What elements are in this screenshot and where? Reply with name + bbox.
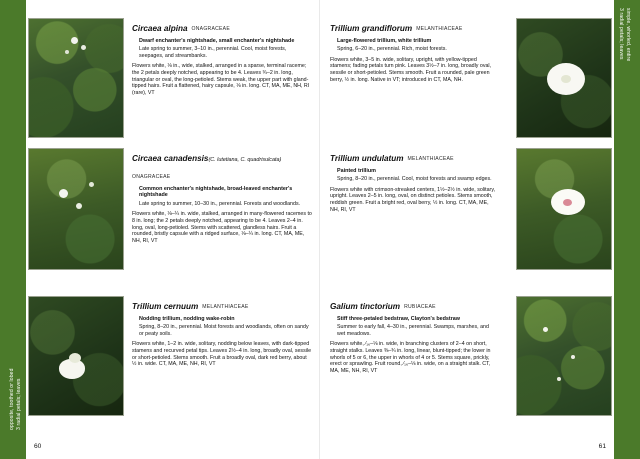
right-edge-tab	[614, 0, 640, 459]
bloom-and-habitat: Late spring to summer, 10–30 in., perennial. Forests and woodlands.	[139, 200, 301, 207]
description: Flowers white, ⁄₁₆–⅛ in. wide, in branching clusters of 2–4 on short, straight stalks. Leaves ⅜–¾ in. long, linear, blunt-tipped; the lower in whorls of 5 or 6, the upper in whorls of 4 or 5. Stems square, prickly, erect or sprawling. Fruit round, ⁄₁₆–⅛ in. wide, on a straight stalk. CT, MA, ME, NH, RI, VT	[330, 341, 491, 375]
bloom-and-habitat: Spring, 6–20 in., perennial. Rich, moist forests.	[337, 46, 447, 53]
scientific-name: Trillium cernuum	[132, 302, 199, 311]
bloom-and-habitat: Spring, 8–20 in., perennial. Cool, moist forests and swamp edges.	[337, 176, 492, 183]
right-page	[320, 0, 640, 459]
scientific-name: Trillium undulatum	[330, 154, 404, 163]
common-name: Large-flowered trillium, white trillium	[337, 37, 432, 44]
entry-header-trillium-grandiflorum	[330, 18, 496, 84]
bloom-and-habitat: Late spring to summer, 3–10 in., perennial. Cool, moist forests, seepages, and streambanks.	[139, 46, 287, 59]
left-edge-tab	[0, 0, 26, 459]
family-name: RUBIACEAE	[404, 304, 436, 310]
scientific-name: Circaea alpina	[132, 24, 188, 33]
left-edge-tab-line2: opposite, toothed or lobed	[9, 368, 15, 430]
common-name: Stiff three-petaled bedstraw, Clayton's bedstraw	[337, 315, 460, 322]
bloom-and-habitat: Spring, 8–20 in., perennial. Moist forests and woodlands, often on sandy or peaty soils.	[139, 324, 309, 337]
photo-trillium-cernuum	[28, 296, 124, 416]
photo-galium-tinctorium	[516, 296, 612, 416]
scientific-name: Trillium grandiflorum	[330, 24, 413, 33]
right-edge-tab-line1: 3 radial petals; leaves	[618, 8, 624, 60]
description: Flowers white, 1–2 in. wide, solitary, nodding below leaves, with dark-tipped stamens and recurved petal tips. Leaves 2½–4 in. long, broadly oval, sessile or short-petioled. Stems smooth. Fruit a broadly oval, dark red berry, about ½ in. wide. CT, MA, ME, NH, RI, VT	[132, 341, 312, 368]
right-edge-tab-line2: simple, whorled, entire	[625, 8, 631, 62]
photo-trillium-undulatum	[516, 148, 612, 270]
description: Flowers white with crimson-streaked centers, 1½–2½ in. wide, solitary, upright. Leaves 2–5 in. long, oval, on distinct petioles. Stems smooth, reddish green. Fruit a bright red, oval berry, ½ in. long. CT, MA, ME, NH, RI, VT	[330, 186, 496, 213]
entry-header-trillium-cernuum	[132, 296, 312, 368]
photo-circaea-canadensis	[28, 148, 124, 270]
right-page-content	[330, 0, 612, 459]
scientific-name: Circaea canadensis	[132, 154, 209, 163]
family-name: ONAGRACEAE	[191, 26, 230, 32]
left-edge-tab-line1: 3 radial petals; leaves	[16, 378, 22, 430]
entry-header-galium-tinctorium	[330, 296, 496, 375]
left-page-content	[28, 0, 312, 459]
scientific-name-synonym: (C. lutetiana, C. quadrisulcata)	[208, 157, 282, 163]
common-name: Painted trillium	[337, 167, 376, 174]
description: Flowers white, ⅛ in., wide, stalked, arranged in a sparse, terminal raceme; the 2 petals deeply notched, appearing to be 4. Leaves ¾–2 in. long, triangular or oval, the long-petioled. Stems weak, the upper part with gland-tipped hairs. Fruit a flattened, hairy capsule, ⅛ in. long. CT, MA, ME, NH, RI (rare), VT	[132, 63, 310, 97]
family-name: MELANTHIACEAE	[407, 156, 454, 162]
common-name: Common enchanter's nightshade, broad-leaved enchanter's nightshade	[139, 185, 293, 199]
description: Flowers white, ⅛–¼ in. wide, stalked, arranged in many-flowered racemes to 8 in. long; the 2 petals deeply notched, appearing to be 4. Leaves 2–4 in. long, oval, long-petioled. Stems with scattered, glandless hairs. Fruit a rounded, bristly capsule with a ridged surface, ⅛–¼ in. long. CT, MA, ME, NH, RI, VT	[132, 211, 312, 245]
photo-trillium-grandiflorum	[516, 18, 612, 138]
common-name: Dwarf enchanter's nightshade, small enchanter's nightshade	[139, 37, 295, 44]
entry-header-trillium-undulatum	[330, 148, 496, 214]
scientific-name: Galium tinctorium	[330, 302, 401, 311]
photo-circaea-alpina	[28, 18, 124, 138]
bloom-and-habitat: Summer to early fall, 4–30 in., perennial. Swamps, marshes, and wet meadows.	[337, 324, 489, 337]
family-name: MELANTHIACEAE	[202, 304, 249, 310]
description: Flowers white, 3–5 in. wide, solitary, upright, with yellow-tipped stamens; fading petals turn pink. Leaves 3½–7 in. long, broadly oval, sessile or short-petioled. Stems smooth. Fruit a rounded, pale green berry, ½ in. long. Native in VT; introduced in CT, MA, NH.	[330, 56, 492, 83]
page-number-right: 61	[598, 443, 606, 450]
entry-header-circaea-alpina	[132, 18, 312, 97]
common-name: Nodding trillium, nodding wake-robin	[139, 315, 235, 322]
entry-header-circaea-canadensis	[132, 148, 312, 245]
page-number-left: 60	[34, 443, 42, 450]
family-name: ONAGRACEAE	[132, 174, 171, 180]
family-name: MELANTHIACEAE	[416, 26, 463, 32]
